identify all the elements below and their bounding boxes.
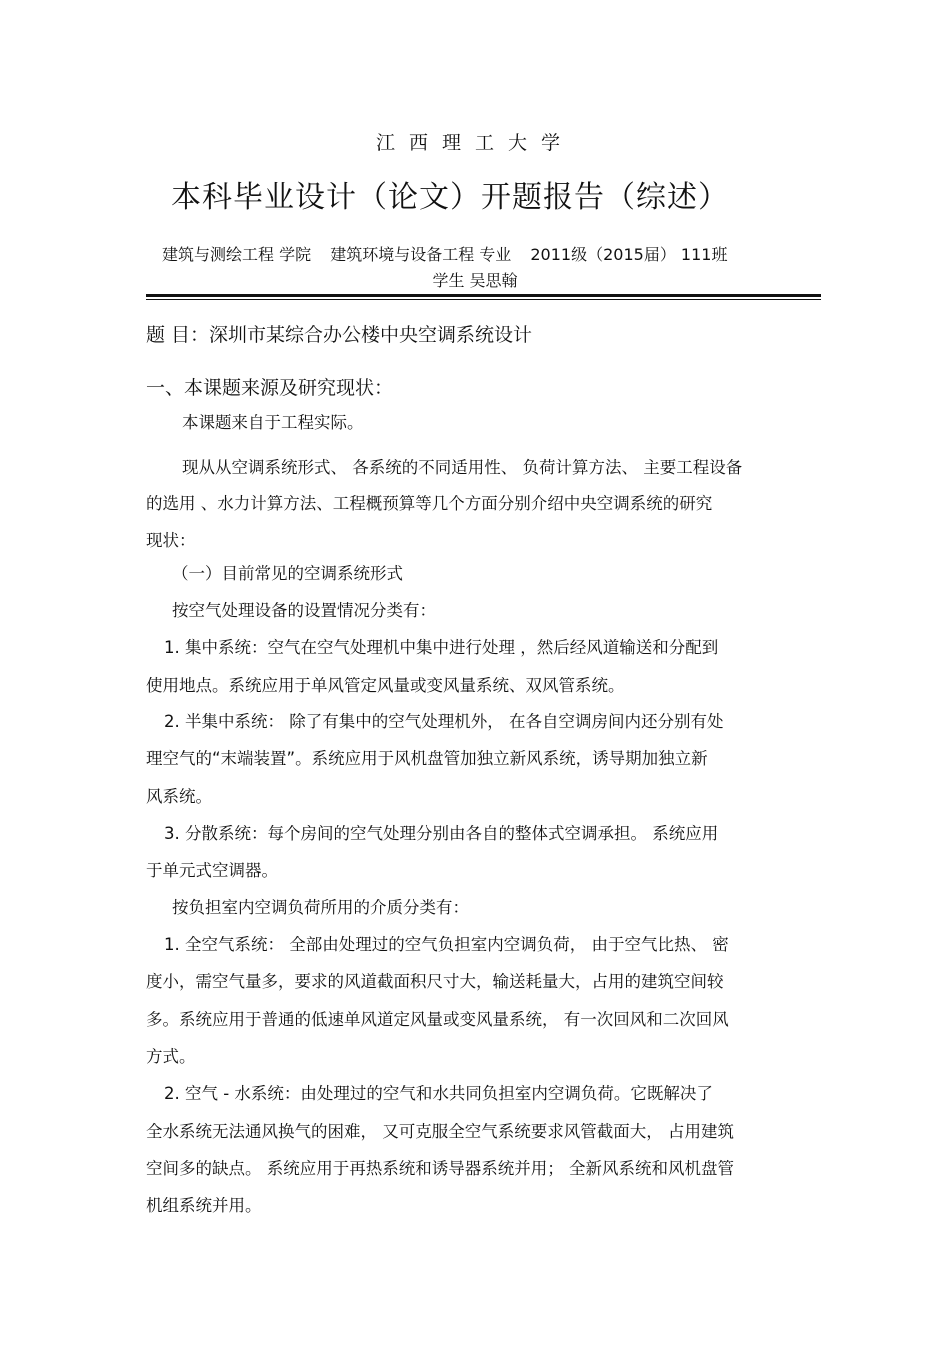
student-info-line	[162, 242, 741, 265]
college-label: 建筑与测绘工程 学院	[162, 245, 312, 264]
body-line: 全水系统无法通风换气的困难， 又可克服全空气系统要求风管截面大， 占用建筑	[146, 1122, 734, 1141]
body-line: 于单元式空调器。	[146, 861, 278, 880]
body-line: 1. 集中系统：空气在空气处理机中集中进行处理 ，然后经风道输送和分配到	[164, 638, 719, 657]
body-line: 方式。	[146, 1047, 196, 1066]
major-label: 建筑环境与设备工程 专业	[330, 245, 512, 264]
body-line: 3. 分散系统：每个房间的空气处理分别由各自的整体式空调承担。 系统应用	[164, 824, 719, 843]
report-title: 本科毕业设计（论文）开题报告（综述）	[171, 180, 729, 215]
body-line: 按负担室内空调负荷所用的介质分类有：	[172, 898, 469, 917]
body-line: 风系统。	[146, 787, 212, 806]
university-name: 江西理工大学	[375, 132, 574, 154]
class-label: 2011级（2015届） 111班	[530, 245, 728, 264]
body-line: 现从从空调系统形式、 各系统的不同适用性、 负荷计算方法、 主要工程设备	[182, 458, 743, 477]
body-line: 按空气处理设备的设置情况分类有：	[172, 601, 436, 620]
body-line: 理空气的“末端装置”。系统应用于风机盘管加独立新风系统，诱导期加独立新	[146, 749, 708, 768]
body-line: 空间多的缺点。 系统应用于再热系统和诱导器系统并用； 全新风系统和风机盘管	[146, 1159, 734, 1178]
body-line: 2. 空气 - 水系统：由处理过的空气和水共同负担室内空调负荷。它既解决了	[164, 1084, 713, 1103]
header-rule-thin	[146, 299, 821, 300]
body-line: 的选用 、水力计算方法、工程概预算等几个方面分别介绍中央空调系统的研究	[146, 494, 713, 513]
body-line: 多。系统应用于普通的低速单风道定风量或变风量系统， 有一次回风和二次回风	[146, 1010, 729, 1029]
body-line: 现状：	[146, 531, 196, 550]
body-line: 本课题来自于工程实际。	[182, 413, 364, 432]
section-heading: 一、本课题来源及研究现状：	[146, 377, 394, 399]
header-rule-thick	[146, 294, 821, 297]
body-line: 机组系统并用。	[146, 1196, 262, 1215]
student-name-line: 学生 吴思翰	[432, 271, 518, 290]
body-line: 使用地点。系统应用于单风管定风量或变风量系统、双风管系统。	[146, 676, 625, 695]
topic-line: 题 目：深圳市某综合办公楼中央空调系统设计	[146, 324, 533, 346]
body-line: 1. 全空气系统： 全部由处理过的空气负担室内空调负荷， 由于空气比热、 密	[164, 935, 729, 954]
body-line: 度小，需空气量多，要求的风道截面积尺寸大，输送耗量大，占用的建筑空间较	[146, 972, 724, 991]
body-line: （一）目前常见的空调系统形式	[172, 564, 403, 583]
body-line: 2. 半集中系统： 除了有集中的空气处理机外， 在各自空调房间内还分别有处	[164, 712, 724, 731]
